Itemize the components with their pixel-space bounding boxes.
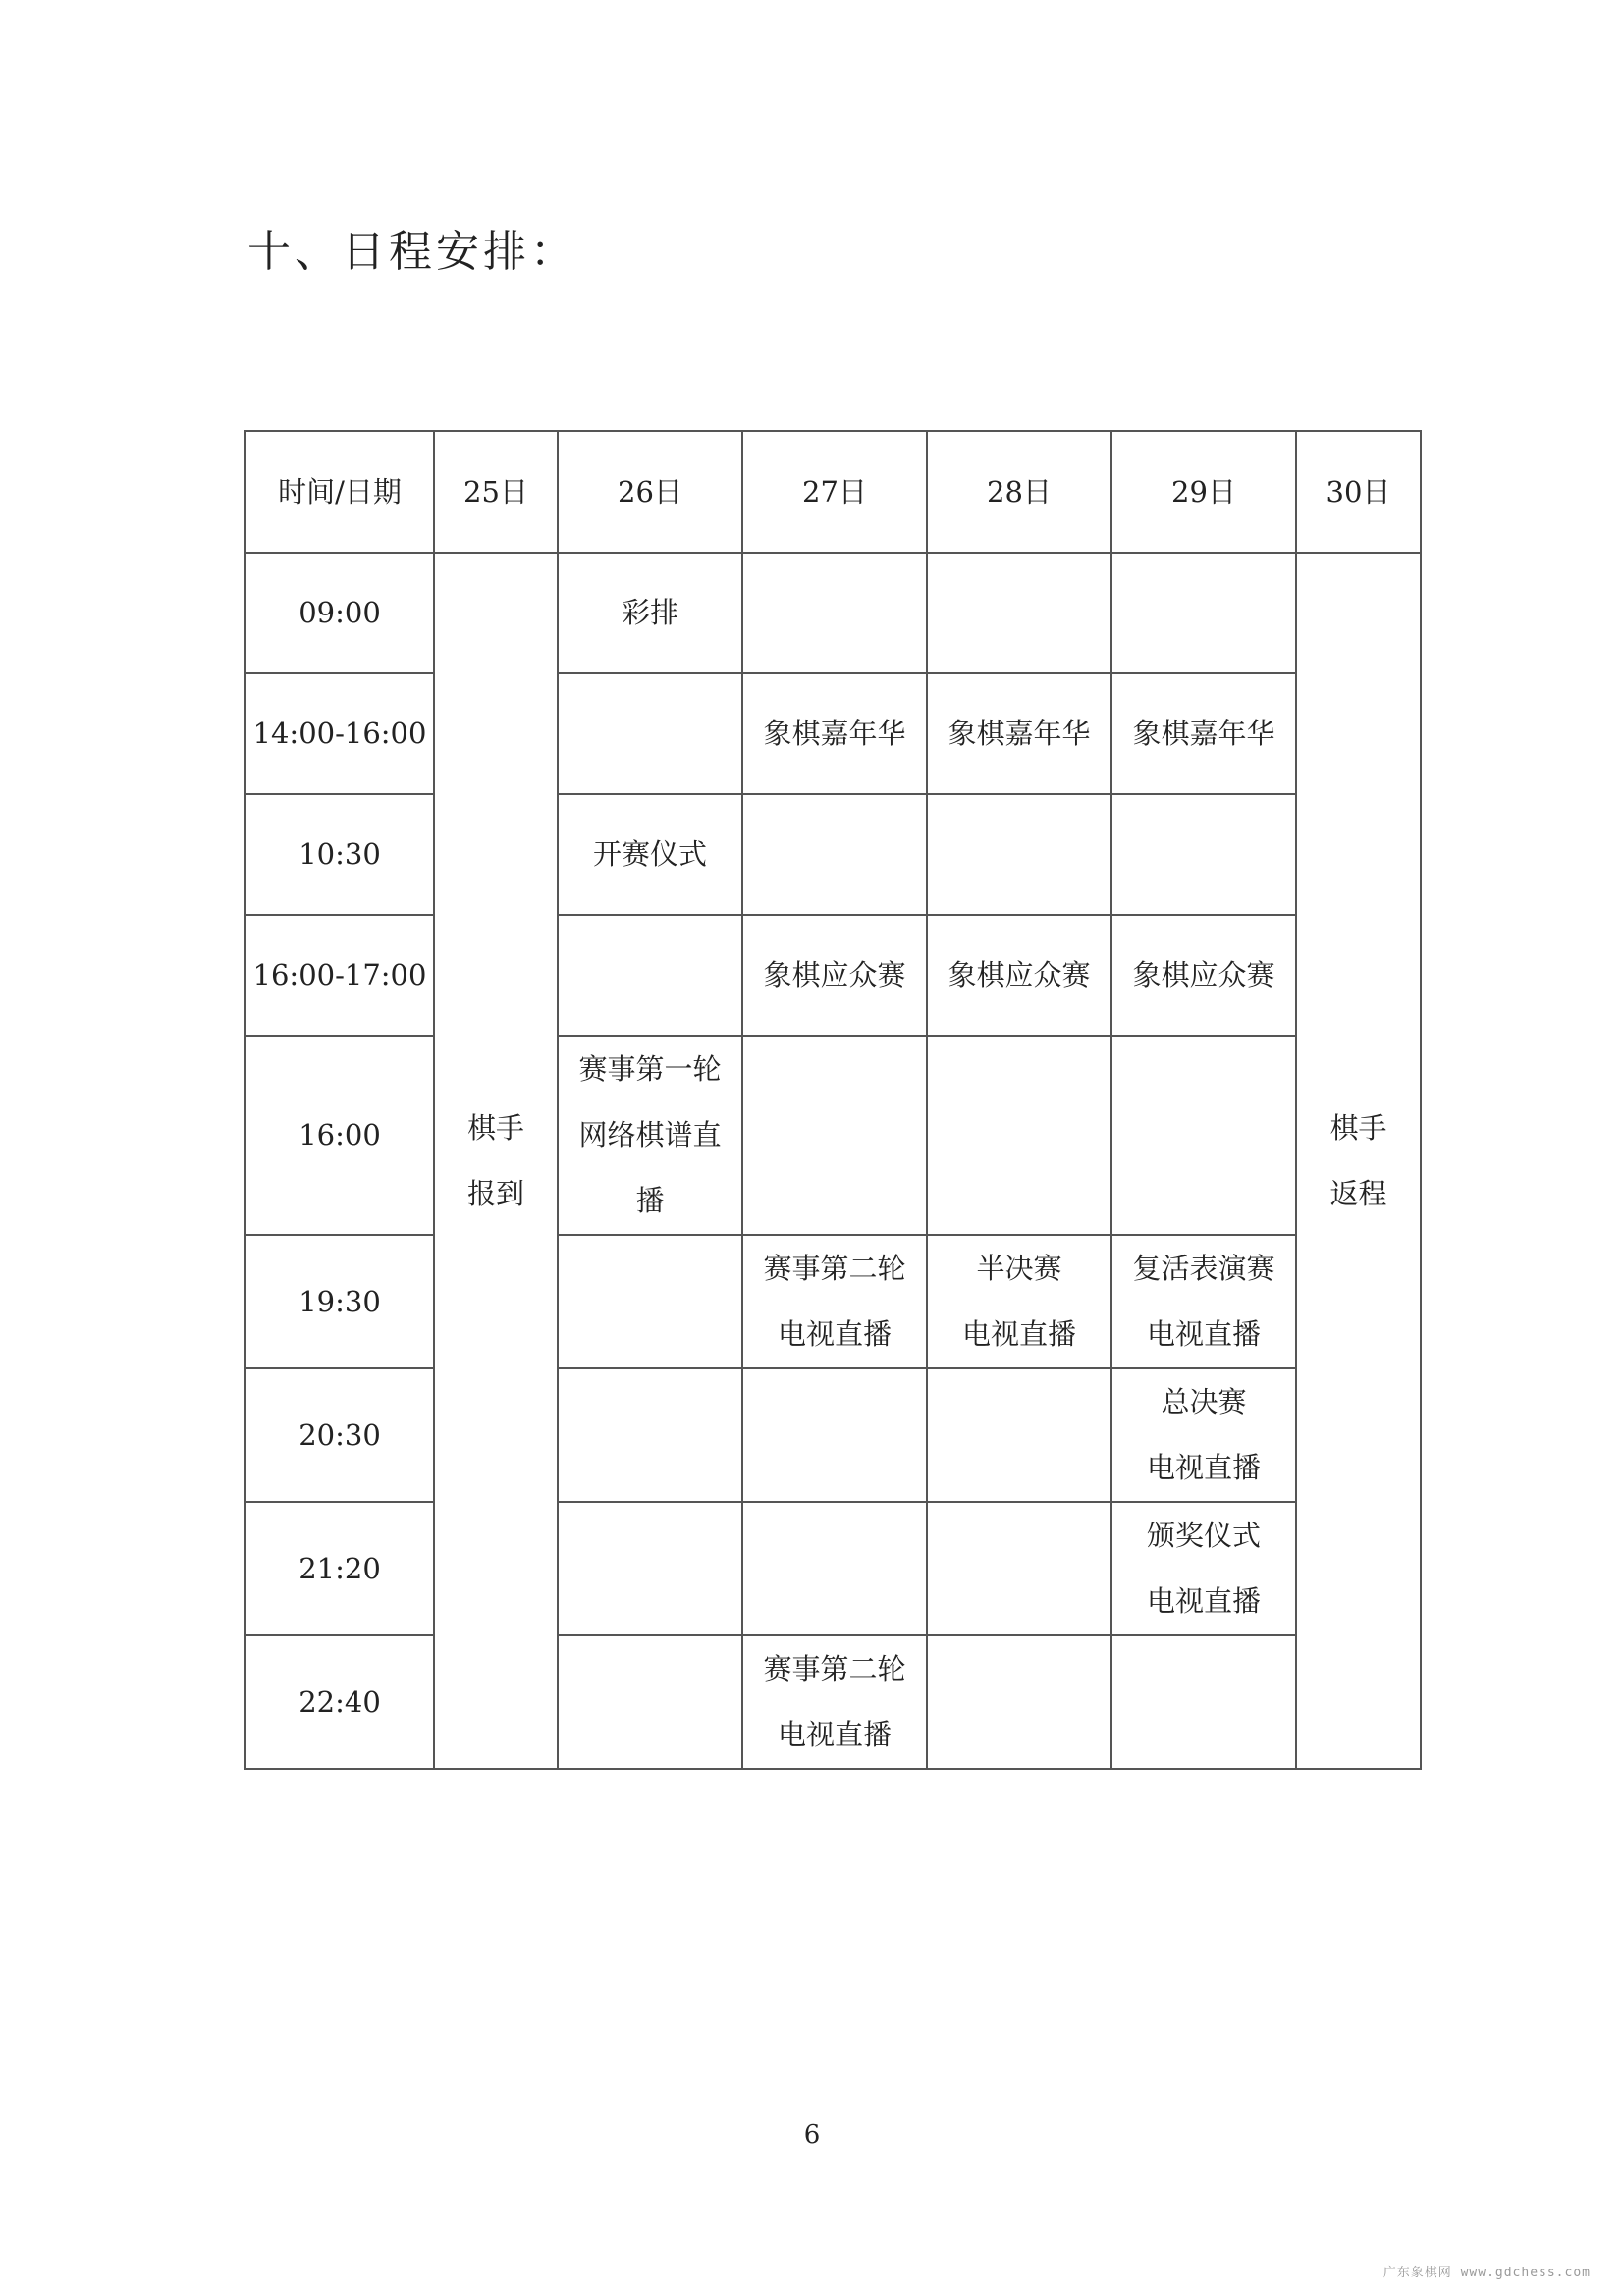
empty-cell bbox=[558, 1368, 742, 1502]
departure-line-2: 返程 bbox=[1329, 1176, 1387, 1210]
header-cell-time-date: 时间/日期 bbox=[245, 431, 434, 553]
event-line: 网络棋谱直 bbox=[578, 1118, 722, 1151]
event-line: 电视直播 bbox=[777, 1718, 892, 1751]
arrival-line-1: 棋手 bbox=[466, 1110, 524, 1145]
event-line: 电视直播 bbox=[1146, 1584, 1261, 1618]
table-row bbox=[245, 673, 1421, 794]
header-cell-day-29: 29日 bbox=[1111, 431, 1296, 553]
event-cell: 象棋应众赛 bbox=[742, 915, 927, 1036]
time-cell: 16:00 bbox=[245, 1036, 434, 1235]
empty-cell bbox=[1111, 794, 1296, 915]
empty-cell bbox=[927, 1502, 1111, 1635]
event-line: 半决赛 bbox=[976, 1252, 1062, 1285]
empty-cell bbox=[742, 794, 927, 915]
event-line: 赛事第二轮 bbox=[763, 1252, 906, 1285]
event-cell bbox=[927, 1235, 1111, 1368]
time-cell: 22:40 bbox=[245, 1635, 434, 1769]
time-cell: 14:00-16:00 bbox=[245, 673, 434, 794]
event-cell: 象棋嘉年华 bbox=[1111, 673, 1296, 794]
departure-cell bbox=[1296, 553, 1421, 1769]
time-cell: 20:30 bbox=[245, 1368, 434, 1502]
table-row bbox=[245, 794, 1421, 915]
event-line: 播 bbox=[635, 1184, 665, 1217]
event-cell: 象棋应众赛 bbox=[1111, 915, 1296, 1036]
event-line: 电视直播 bbox=[777, 1317, 892, 1351]
table-row bbox=[245, 1635, 1421, 1769]
header-cell-day-28: 28日 bbox=[927, 431, 1111, 553]
empty-cell bbox=[742, 1502, 927, 1635]
event-cell: 象棋嘉年华 bbox=[927, 673, 1111, 794]
event-line: 总决赛 bbox=[1161, 1385, 1247, 1418]
header-cell-day-26: 26日 bbox=[558, 431, 742, 553]
time-cell: 21:20 bbox=[245, 1502, 434, 1635]
event-cell bbox=[1111, 1235, 1296, 1368]
empty-cell bbox=[742, 1036, 927, 1235]
event-cell bbox=[742, 1635, 927, 1769]
empty-cell bbox=[927, 1036, 1111, 1235]
empty-cell bbox=[742, 1368, 927, 1502]
site-watermark: 广东象棋网 www.gdchess.com bbox=[1382, 2266, 1591, 2280]
empty-cell bbox=[927, 794, 1111, 915]
empty-cell bbox=[558, 1235, 742, 1368]
arrival-line-2: 报到 bbox=[466, 1176, 524, 1210]
event-cell: 象棋应众赛 bbox=[927, 915, 1111, 1036]
header-cell-day-25: 25日 bbox=[434, 431, 558, 553]
empty-cell bbox=[558, 673, 742, 794]
event-line: 复活表演赛 bbox=[1132, 1252, 1275, 1285]
empty-cell bbox=[1111, 1635, 1296, 1769]
table-row bbox=[245, 1502, 1421, 1635]
event-cell: 彩排 bbox=[558, 553, 742, 673]
header-cell-day-30: 30日 bbox=[1296, 431, 1421, 553]
table-row bbox=[245, 915, 1421, 1036]
event-line: 电视直播 bbox=[961, 1317, 1076, 1351]
event-cell: 象棋嘉年华 bbox=[742, 673, 927, 794]
header-cell-day-27: 27日 bbox=[742, 431, 927, 553]
event-cell bbox=[1111, 1502, 1296, 1635]
table-row bbox=[245, 1235, 1421, 1368]
empty-cell bbox=[927, 1635, 1111, 1769]
empty-cell bbox=[927, 553, 1111, 673]
time-cell: 10:30 bbox=[245, 794, 434, 915]
table-row bbox=[245, 553, 1421, 673]
departure-line-1: 棋手 bbox=[1329, 1110, 1387, 1145]
table-header-row bbox=[245, 431, 1421, 553]
empty-cell bbox=[1111, 553, 1296, 673]
event-cell bbox=[1111, 1368, 1296, 1502]
section-heading: 十、日程安排： bbox=[247, 227, 577, 277]
time-cell: 09:00 bbox=[245, 553, 434, 673]
event-line: 赛事第一轮 bbox=[578, 1052, 722, 1086]
event-cell bbox=[742, 1235, 927, 1368]
event-line: 电视直播 bbox=[1146, 1317, 1261, 1351]
event-cell bbox=[558, 1036, 742, 1235]
event-cell: 开赛仪式 bbox=[558, 794, 742, 915]
empty-cell bbox=[558, 915, 742, 1036]
empty-cell bbox=[927, 1368, 1111, 1502]
time-cell: 19:30 bbox=[245, 1235, 434, 1368]
time-cell: 16:00-17:00 bbox=[245, 915, 434, 1036]
event-line: 颁奖仪式 bbox=[1146, 1519, 1261, 1552]
empty-cell bbox=[558, 1635, 742, 1769]
table-row bbox=[245, 1036, 1421, 1235]
event-line: 赛事第二轮 bbox=[763, 1652, 906, 1685]
table-row bbox=[245, 1368, 1421, 1502]
page-number: 6 bbox=[803, 2120, 821, 2150]
empty-cell bbox=[1111, 1036, 1296, 1235]
empty-cell bbox=[558, 1502, 742, 1635]
schedule-table bbox=[244, 430, 1422, 1770]
event-line: 电视直播 bbox=[1146, 1451, 1261, 1484]
arrival-cell bbox=[434, 553, 558, 1769]
empty-cell bbox=[742, 553, 927, 673]
